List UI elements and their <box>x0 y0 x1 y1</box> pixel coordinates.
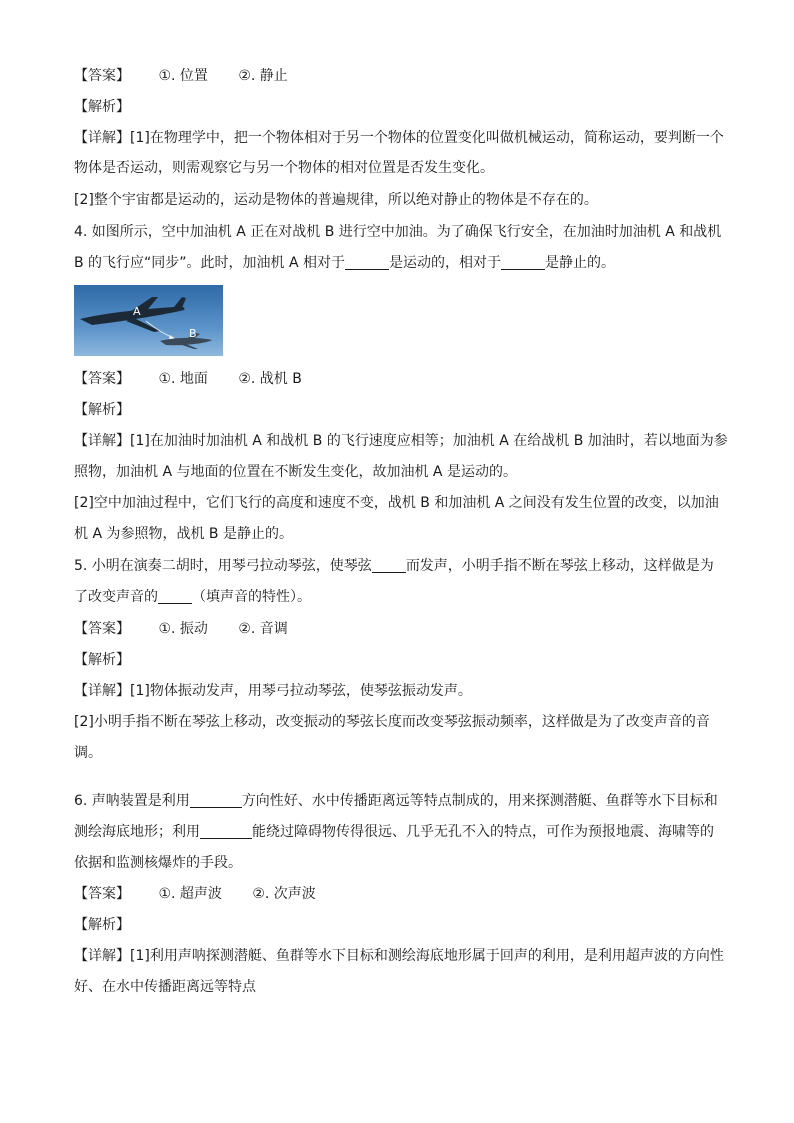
answer-option-1: ①. 振动 <box>158 621 208 637</box>
q6-answer-row <box>74 884 342 904</box>
q6-blank-2 <box>200 824 252 839</box>
q4-answer-row <box>74 369 328 389</box>
answer-option-1: ①. 超声波 <box>158 886 222 902</box>
q5-blank-1 <box>372 558 406 573</box>
q6-stem-text-b: 方向性好、水中传播距离远等特点制成的，用来探测潜艇、鱼群等水下目标和 <box>241 793 718 809</box>
answer-label: 【答案】 <box>74 886 130 902</box>
answer-option-2: ②. 战机 B <box>238 371 302 387</box>
q4-stem-text-b: 是运动的，相对于 <box>389 255 502 271</box>
q6-stem-text-d: 能绕过障碍物传得很远、几乎无孔不入的特点，可作为预报地震、海啸等的 <box>252 824 714 840</box>
q5-stem-text-c: 了改变声音的 <box>74 589 158 605</box>
answer-option-2: ②. 静止 <box>238 68 288 84</box>
q5-stem-text-b: 而发声，小明手指不断在琴弦上移动，这样做是为 <box>405 558 714 574</box>
q5-blank-2 <box>158 589 192 604</box>
q6-stem-text-a: 6. 声呐装置是利用 <box>74 793 190 809</box>
q6-stem-line-1 <box>74 791 718 811</box>
q5-stem-line-2 <box>74 587 311 607</box>
q3-analysis-label: 【解析】 <box>74 99 130 115</box>
answer-label: 【答案】 <box>74 621 130 637</box>
q5-analysis-label: 【解析】 <box>74 652 130 668</box>
q4-stem-text-a: B 的飞行应“同步”。此时，加油机 A 相对于 <box>74 255 346 271</box>
q4-analysis-label: 【解析】 <box>74 402 130 418</box>
q5-detail-line-1: 【详解】[1]物体振动发声，用琴弓拉动琴弦，使琴弦振动发声。 <box>74 683 472 699</box>
q5-stem-text-d: （填声音的特性）。 <box>192 589 311 605</box>
q6-stem-text-c: 测绘海底地形；利用 <box>74 824 200 840</box>
figure-label-a: A <box>133 305 141 318</box>
q4-stem-line-1: 4. 如图所示，空中加油机 A 正在对战机 B 进行空中加油。为了确保飞行安全，在加油时加油机 A 和战机 <box>74 224 722 240</box>
q3-detail-line-2: 物体是否运动，则需观察它与另一个物体的相对位置是否发生变化。 <box>74 160 494 176</box>
q5-detail-line-2: [2]小明手指不断在琴弦上移动，改变振动的琴弦长度而改变琴弦振动频率，这样做是为了改变声音的音 <box>74 714 710 730</box>
answer-option-2: ②. 音调 <box>238 621 288 637</box>
q6-blank-1 <box>190 793 242 808</box>
q3-detail-line-3: [2]整个宇宙都是运动的，运动是物体的普遍规律，所以绝对静止的物体是不存在的。 <box>74 192 598 208</box>
q5-stem-line-1 <box>74 556 714 576</box>
q4-blank-2 <box>501 255 545 270</box>
q6-stem-line-3: 依据和监测核爆炸的手段。 <box>74 855 242 871</box>
q3-answer-row <box>74 66 314 86</box>
answer-option-2: ②. 次声波 <box>252 886 316 902</box>
q6-stem-line-2 <box>74 822 714 842</box>
q5-stem-text-a: 5. 小明在演奏二胡时，用琴弓拉动琴弦，使琴弦 <box>74 558 372 574</box>
q4-detail-line-2: 照物，加油机 A 与地面的位置在不断发生变化，故加油机 A 是运动的。 <box>74 464 517 480</box>
q4-detail-line-1: 【详解】[1]在加油时加油机 A 和战机 B 的飞行速度应相等；加油机 A 在给战机 B 加油时，若以地面为参 <box>74 433 728 449</box>
answer-label: 【答案】 <box>74 371 130 387</box>
q4-stem-text-c: 是静止的。 <box>545 255 616 271</box>
q4-detail-line-3: [2]空中加油过程中，它们飞行的高度和速度不变，战机 B 和加油机 A 之间没有发生位置的改变，以加油 <box>74 495 719 511</box>
q5-answer-row <box>74 619 314 639</box>
answer-label: 【答案】 <box>74 68 130 84</box>
q3-detail-line-1: 【详解】[1]在物理学中，把一个物体相对于另一个物体的位置变化叫做机械运动，简称运动，要判断一个 <box>74 130 724 146</box>
q6-analysis-label: 【解析】 <box>74 917 130 933</box>
q4-detail-line-4: 机 A 为参照物，战机 B 是静止的。 <box>74 526 293 542</box>
refueling-aircraft-image <box>74 285 223 356</box>
q4-stem-line-2 <box>74 253 615 273</box>
q4-blank-1 <box>345 255 389 270</box>
answer-option-1: ①. 位置 <box>158 68 208 84</box>
q6-detail-line-1: 【详解】[1]利用声呐探测潜艇、鱼群等水下目标和测绘海底地形属于回声的利用，是利用超声波的方向性 <box>74 948 724 964</box>
answer-option-1: ①. 地面 <box>158 371 208 387</box>
q5-detail-line-3: 调。 <box>74 745 102 761</box>
q6-detail-line-2: 好、在水中传播距离远等特点 <box>74 979 256 995</box>
figure-label-b: B <box>189 327 197 340</box>
